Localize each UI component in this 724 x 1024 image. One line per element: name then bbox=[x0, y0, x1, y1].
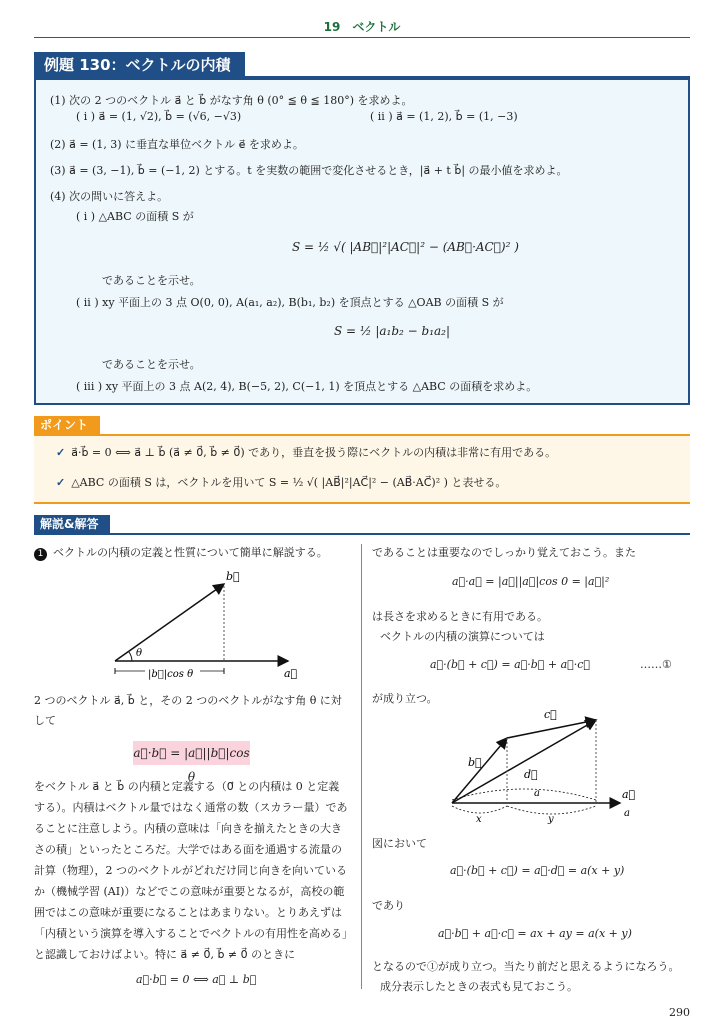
right-line-5: 図において bbox=[372, 837, 427, 850]
question-2: (2) a⃗ = (1, 3) に垂直な単位ベクトル e⃗ を求めよ。 bbox=[50, 138, 304, 151]
label-y: y bbox=[548, 814, 554, 825]
right-line-6: であり bbox=[372, 899, 405, 912]
left-paragraph-line: する）。内積はベクトル量ではなく通常の数（スカラー量）であ bbox=[34, 801, 348, 814]
point-item-2-text: △ABC の面積 S は，ベクトルを用いて S = ½ √( |AB⃗|²|AC⃗|² − (AB⃗·AC⃗)² ) と表せる。 bbox=[71, 476, 507, 489]
right-line-4: が成り立つ。 bbox=[372, 692, 438, 705]
left-paragraph-line: 「内積という演算を導入することでベクトルの有用性を高める」 bbox=[34, 927, 353, 940]
solution-label: 解説&解答 bbox=[34, 515, 110, 533]
label-projection: |b⃗|cos θ bbox=[148, 669, 194, 680]
label-b: b⃗ bbox=[468, 756, 482, 769]
question-1-i: ( i ) a⃗ = (1, √2), b⃗ = (√6, −√3) bbox=[76, 110, 242, 123]
label-theta: θ bbox=[136, 648, 143, 659]
solution-intro bbox=[34, 542, 328, 564]
example-box bbox=[34, 78, 690, 405]
point-item-1-text: a⃗·b⃗ = 0 ⟺ a⃗ ⊥ b⃗ (a⃗ ≠ 0⃗, b⃗ ≠ 0⃗) であり，垂直を扱う際にベクトルの内積は非常に有用である。 bbox=[71, 446, 557, 459]
solution-intro-text: ベクトルの内積の定義と性質について簡単に解説する。 bbox=[53, 546, 328, 559]
page-number: 290 bbox=[669, 1006, 690, 1019]
question-4-iii: ( iii ) xy 平面上の 3 点 A(2, 4), B(−5, 2), C(−1, 1) を頂点とする △ABC の面積を求めよ。 bbox=[76, 380, 538, 393]
point-item-2 bbox=[56, 474, 506, 490]
header-rule bbox=[34, 37, 690, 38]
figure-equation: a⃗·(b⃗ + c⃗) = a⃗·d⃗ = a(x + y) bbox=[450, 864, 625, 877]
question-1-ii: ( ii ) a⃗ = (1, 2), b⃗ = (1, −3) bbox=[370, 110, 518, 123]
point-item-1 bbox=[56, 444, 556, 460]
distributive-law: a⃗·(b⃗ + c⃗) = a⃗·b⃗ + a⃗·c⃗ bbox=[430, 658, 590, 671]
column-divider bbox=[361, 544, 362, 989]
solution-rule bbox=[34, 533, 690, 535]
check-icon: ✓ bbox=[56, 446, 66, 459]
left-para-1a: 2 つのベクトル a⃗, b⃗ と，その 2 つのベクトルがなす角 θ に対 bbox=[34, 694, 342, 707]
self-inner-product: a⃗·a⃗ = |a⃗||a⃗|cos 0 = |a⃗|² bbox=[452, 575, 610, 588]
sum-equation: a⃗·b⃗ + a⃗·c⃗ = ax + ay = a(x + y) bbox=[438, 927, 632, 940]
left-paragraph-line: さの積」といったところだ。大学ではある面を通過する流量の bbox=[34, 843, 342, 856]
question-4-ii: ( ii ) xy 平面上の 3 点 O(0, 0), A(a₁, a₂), B(b₁, b₂) を頂点とする △OAB の面積 S が bbox=[76, 296, 504, 309]
right-line-7: となるので①が成り立つ。当たり前だと思えるようになろう。 bbox=[372, 960, 680, 973]
check-icon: ✓ bbox=[56, 476, 66, 489]
angle-arc bbox=[129, 652, 132, 661]
area-formula-1: S = ½ √( |AB⃗|²|AC⃗|² − (AB⃗·AC⃗)² ) bbox=[292, 240, 519, 254]
label-a-vec: a⃗ bbox=[622, 788, 636, 801]
left-paragraph-line: 囲ではこの意味が重要になることはあまりない。とりあえずは bbox=[34, 906, 342, 919]
right-line-1: であることは重要なのでしっかり覚えておこう。また bbox=[372, 546, 636, 559]
left-paragraph-line: か（機械学習 (AI)）などでこの意味が重要となるが，高校の範 bbox=[34, 885, 345, 898]
definition-formula: a⃗·b⃗ = |a⃗||b⃗|cos θ bbox=[133, 741, 250, 765]
distributive-figure bbox=[440, 708, 640, 826]
vector-b-arrow bbox=[115, 584, 224, 661]
right-line-8: 成分表示したときの表式も見ておこう。 bbox=[380, 980, 578, 993]
label-a: a bbox=[624, 808, 630, 819]
left-paragraph-line: 計算（物理），2 つのベクトルがどれだけ同じ向きを向いている bbox=[34, 864, 347, 877]
left-paragraph-line: をベクトル a⃗ と b⃗ の内積と定義する（0⃗ との内積は 0 と定義 bbox=[34, 780, 340, 793]
question-4-i: ( i ) △ABC の面積 S が bbox=[76, 210, 194, 223]
question-1: (1) 次の 2 つのベクトル a⃗ と b⃗ がなす角 θ (0° ≦ θ ≦ 180°) を求めよ。 bbox=[50, 94, 413, 107]
label-a: a⃗ bbox=[284, 667, 298, 680]
step-badge: 1 bbox=[34, 548, 47, 561]
question-4-i-tail: であることを示せ。 bbox=[102, 274, 201, 287]
question-4-ii-tail: であることを示せ。 bbox=[102, 358, 201, 371]
equation-tag-1: ……① bbox=[640, 658, 672, 671]
left-paragraph-line: ることに注意しよう。内積の意味は「向きを揃えたときの大き bbox=[34, 822, 342, 835]
label-c: c⃗ bbox=[544, 708, 557, 721]
inner-product-figure bbox=[100, 566, 310, 686]
label-d: d⃗ bbox=[524, 768, 538, 781]
right-line-3: ベクトルの内積の演算については bbox=[380, 630, 545, 643]
example-title: 例題 130：ベクトルの内積 bbox=[34, 52, 245, 78]
area-formula-2: S = ½ |a₁b₂ − b₁a₂| bbox=[334, 324, 451, 338]
vector-c-arrow bbox=[507, 720, 596, 738]
point-box bbox=[34, 434, 690, 504]
label-a-top: a bbox=[534, 788, 540, 799]
left-para-1b: して bbox=[34, 714, 56, 727]
point-label: ポイント bbox=[34, 416, 100, 434]
label-x: x bbox=[476, 814, 482, 825]
chapter-header: 19 ベクトル bbox=[323, 20, 401, 34]
question-4: (4) 次の問いに答えよ。 bbox=[50, 190, 169, 203]
right-line-2: は長さを求めるときに有用である。 bbox=[372, 610, 548, 623]
label-b: b⃗ bbox=[226, 570, 240, 583]
perpendicular-condition: a⃗·b⃗ = 0 ⟺ a⃗ ⊥ b⃗ bbox=[136, 973, 257, 986]
question-3: (3) a⃗ = (3, −1), b⃗ = (−1, 2) とする。t を実数の範囲で変化させるとき，|a⃗ + t b⃗| の最小値を求めよ。 bbox=[50, 164, 568, 177]
left-paragraph-line: と認識しておけばよい。特に a⃗ ≠ 0⃗, b⃗ ≠ 0⃗ のときに bbox=[34, 948, 296, 961]
